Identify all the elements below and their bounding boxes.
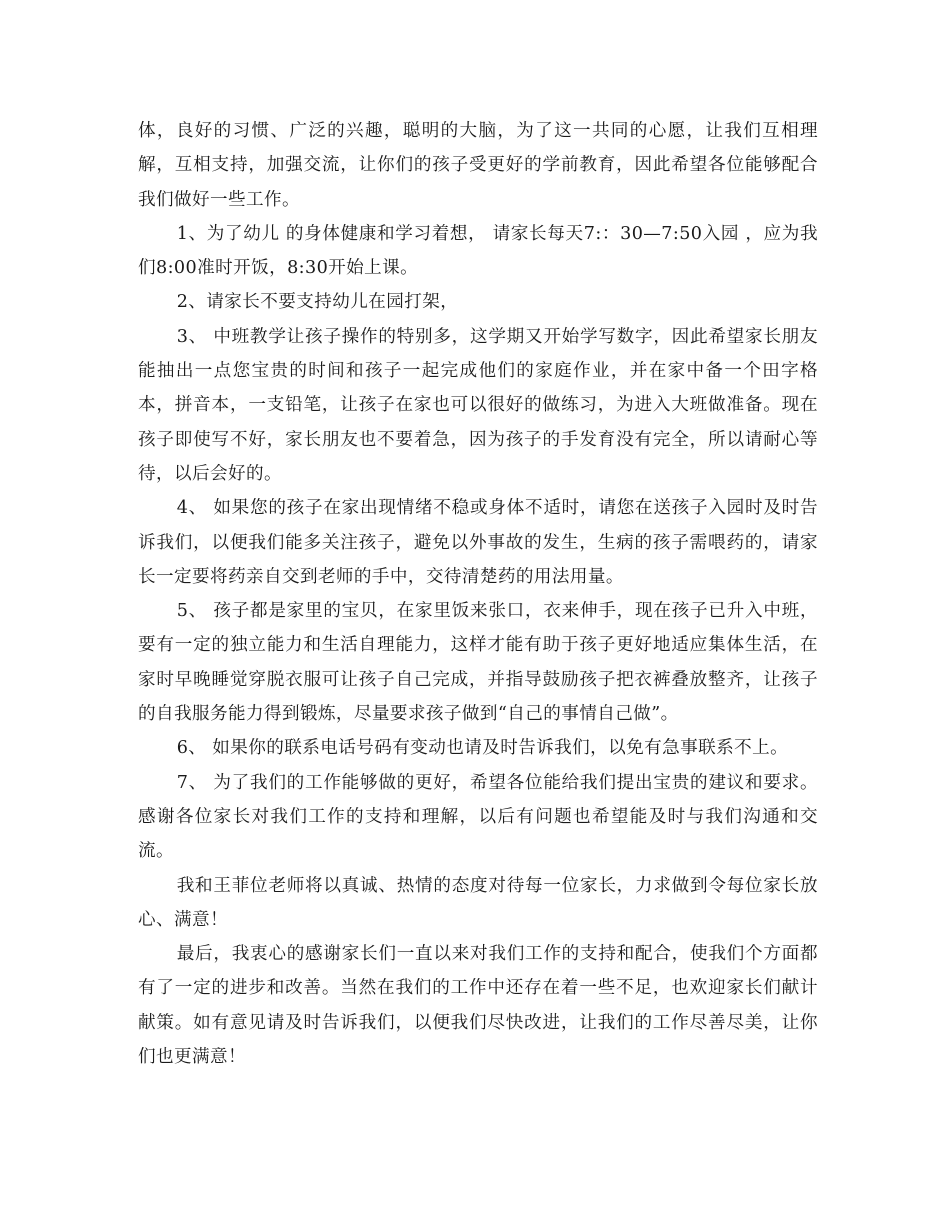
paragraph-closing: 最后，我衷心的感谢家长们一直以来对我们工作的支持和配合，使我们个方面都有了一定的进步和改善。当然在我们的工作中还存在着一些不足，也欢迎家长们献计献策。如有意见请及时告诉我们，以便我们尽快改进，让我们的工作尽善尽美，让你们也更满意！	[138, 944, 818, 1068]
paragraph-item-7: 7、 为了我们的工作能够做的更好，希望各位能给我们提出宝贵的建议和要求。感谢各位家长对我们工作的支持和理解，以后有问题也希望能及时与我们沟通和交流。	[138, 772, 818, 862]
paragraph-item-4: 4、 如果您的孩子在家出现情绪不稳或身体不适时，请您在送孩子入园时及时告诉我们，以便我们能多关注孩子，避免以外事故的发生，生病的孩子需喂药的，请家长一定要将药亲自交到老师的手中，交待清楚药的用法用量。	[138, 498, 818, 587]
paragraph-item-5: 5、 孩子都是家里的宝贝，在家里饭来张口，衣来伸手，现在孩子已升入中班，要有一定的独立能力和生活自理能力，这样才能有助于孩子更好地适应集体生活，在家时早晚睡觉穿脱衣服可让孩子自己完成，并指导鼓励孩子把衣裤叠放整齐，让孩子的自我服务能力得到锻炼，尽量要求孩子做到“自己的事情自己做”。	[138, 601, 818, 725]
paragraph-item-1: 1、为了幼儿 的身体健康和学习着想， 请家长每天7:：30—7:50入园 ，应为我们8:00准时开饭，8:30开始上课。	[138, 223, 818, 279]
document-body	[138, 114, 818, 1074]
paragraph-item-3: 3、 中班教学让孩子操作的特别多，这学期又开始学写数字，因此希望家长朋友能抽出一点您宝贵的时间和孩子一起完成他们的家庭作业，并在家中备一个田字格本，拼音本，一支铅笔，让孩子在家也可以很好的做练习，为进入大班做准备。现在孩子即使写不好，家长朋友也不要着急，因为孩子的手发育没有完全，所以请耐心等待，以后会好的。	[138, 326, 818, 484]
paragraph-item-6: 6、 如果你的联系电话号码有变动也请及时告诉我们，以免有急事联系不上。	[176, 738, 789, 759]
paragraph-teachers-commitment: 我和王菲位老师将以真诚、热情的态度对待每一位家长，力求做到令每位家长放心、满意！	[138, 875, 818, 930]
paragraph-item-2: 2、请家长不要支持幼儿在园打架，	[176, 292, 459, 313]
paragraph-continuation: 体，良好的习惯、广泛的兴趣，聪明的大脑，为了这一共同的心愿，让我们互相理解，互相支持，加强交流，让你们的孩子受更好的学前教育，因此希望各位能够配合我们做好一些工作。	[138, 121, 818, 210]
